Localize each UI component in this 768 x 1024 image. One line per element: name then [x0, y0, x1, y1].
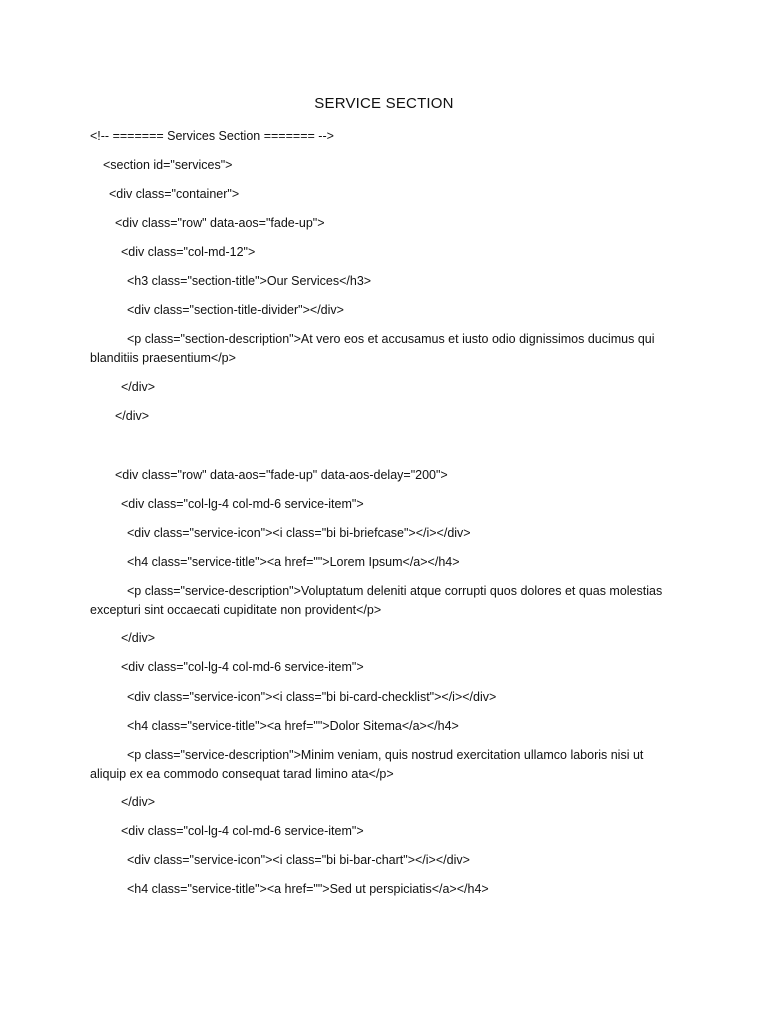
code-line: <h4 class="service-title"><a href="">Lorem Ipsum</a></h4> [127, 555, 460, 569]
code-line: <p class="section-description">At vero eos et accusamus et iusto odio dignissimos ducimus qui blanditiis praesentium</p> [90, 332, 655, 365]
code-line: </div> [121, 631, 156, 645]
code-line: <div class="container"> [109, 187, 240, 201]
code-line: <p class="service-description">Minim veniam, quis nostrud exercitation ullamco laboris nisi ut aliquip ex ea commodo consequat tarad limino ata</p> [90, 748, 644, 781]
page-title: SERVICE SECTION [314, 95, 454, 112]
code-line: <div class="col-lg-4 col-md-6 service-item"> [121, 497, 364, 511]
code-line: </div> [121, 795, 156, 809]
code-line: <div class="service-icon"><i class="bi bi-bar-chart"></i></div> [127, 853, 470, 867]
code-line: </div> [115, 409, 150, 423]
code-line: <div class="section-title-divider"></div> [127, 303, 344, 317]
code-line: <div class="row" data-aos="fade-up" data-aos-delay="200"> [115, 468, 448, 482]
code-line: <h3 class="section-title">Our Services</h3> [127, 274, 372, 288]
code-line: <div class="service-icon"><i class="bi bi-card-checklist"></i></div> [127, 690, 497, 704]
code-line: <h4 class="service-title"><a href="">Dolor Sitema</a></h4> [127, 719, 459, 733]
code-line: <div class="col-lg-4 col-md-6 service-item"> [121, 824, 364, 838]
code-line: <p class="service-description">Voluptatum deleniti atque corrupti quos dolores et quas molestias excepturi sint occaecati cupiditate non provident</p> [90, 584, 663, 617]
code-line: <div class="col-lg-4 col-md-6 service-item"> [121, 660, 364, 674]
code-line: <div class="service-icon"><i class="bi bi-briefcase"></i></div> [127, 526, 471, 540]
code-line: <!-- ======= Services Section ======= --> [90, 129, 334, 143]
code-line: </div> [121, 380, 156, 394]
code-line: <div class="row" data-aos="fade-up"> [115, 216, 325, 230]
code-line: <div class="col-md-12"> [121, 245, 256, 259]
code-line: <h4 class="service-title"><a href="">Sed ut perspiciatis</a></h4> [127, 882, 489, 896]
code-line: <section id="services"> [103, 158, 233, 172]
